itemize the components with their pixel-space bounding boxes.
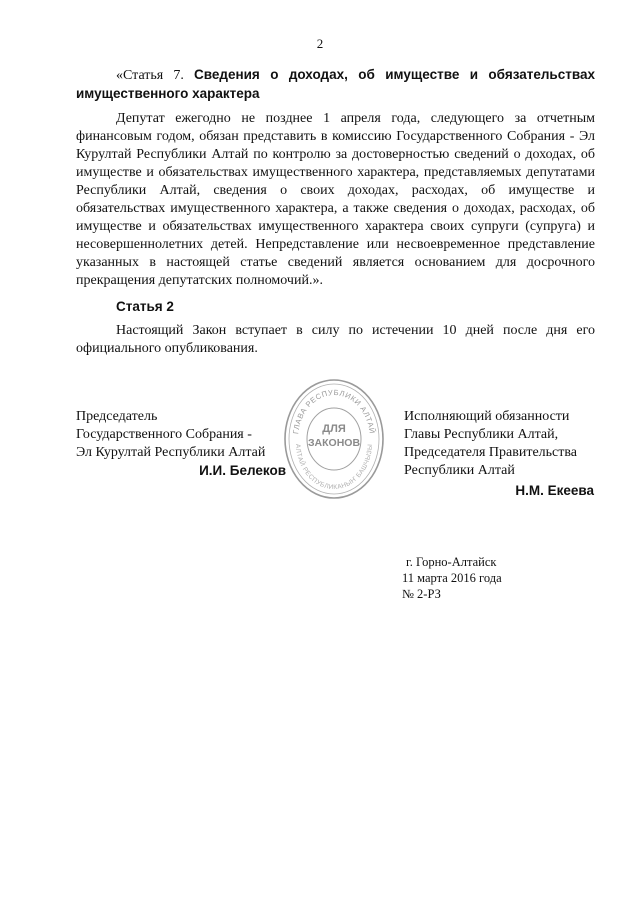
- signer-left-title-3: Эл Курултай Республики Алтай: [76, 445, 266, 460]
- law-date: 11 марта 2016 года: [402, 571, 502, 585]
- place-date-number: [402, 554, 502, 602]
- article-7-paragraph: Депутат ежегодно не позднее 1 апреля года, следующего за отчетным финансовым годом, обязан представить в комиссию Государственного Собрания - Эл Курултай Республики Алтай по контролю за достоверностью сведений о доходах, об имуществе и обязательствах имущественного характера, представляемых депутатами Республики Алтай, сведения о своих доходах, расходах, об имуществе и обязательствах имущественного характера, а также сведения о доходах, расходах, об имуществе и обязательствах имущественного характера своих супруги (супруга) и несовершеннолетних детей. Непредставление или несвоевременное представление указанных в настоящей статье сведений является основанием для досрочного прекращения депутатских полномочий.».: [76, 111, 595, 288]
- article-2-paragraph: Настоящий Закон вступает в силу по истечении 10 дней после дня его официального опубликования.: [76, 323, 595, 356]
- article-7-heading: [76, 66, 595, 85]
- signature-block-right: [404, 408, 594, 500]
- signer-left-title-1: Председатель: [76, 409, 158, 424]
- law-number: № 2-РЗ: [402, 587, 441, 601]
- signature-block-left: [76, 408, 286, 480]
- svg-text:АЛТАЙ РЕСПУБЛИКАНЫҤ БАШЧЫЗЫ: АЛТАЙ РЕСПУБЛИКАНЫҤ БАШЧЫЗЫ: [293, 443, 375, 492]
- signer-left-name: И.И. Белеков: [199, 463, 286, 478]
- seal-center-text-2: ЗАКОНОВ: [307, 437, 361, 449]
- signer-left-title-2: Государственного Собрания -: [76, 427, 252, 442]
- page-number: 2: [316, 36, 324, 51]
- official-seal-stamp: [282, 377, 386, 501]
- city: г. Горно-Алтайск: [406, 555, 497, 569]
- signer-right-title-1: Исполняющий обязанности: [404, 409, 570, 424]
- article-7-title-line2: имущественного характера: [76, 86, 260, 101]
- article-7-heading-cont: [76, 85, 595, 104]
- signer-right-name: Н.М. Екеева: [515, 483, 594, 498]
- seal-center-text-1: ДЛЯ: [322, 423, 346, 435]
- article-2-heading: Статья 2: [116, 299, 174, 314]
- article-7-prefix: «Статья 7.: [116, 68, 195, 83]
- document-body: [76, 66, 595, 358]
- signer-right-title-4: Республики Алтай: [404, 463, 515, 478]
- article-7-title-line1: Сведения о доходах, об имуществе и обязательствах: [194, 67, 595, 82]
- signer-right-title-2: Главы Республики Алтай,: [404, 427, 559, 442]
- signer-right-title-3: Председателя Правительства: [404, 445, 578, 460]
- svg-text:ГЛАВА РЕСПУБЛИКИ АЛТАЙ: ГЛАВА РЕСПУБЛИКИ АЛТАЙ: [291, 387, 377, 435]
